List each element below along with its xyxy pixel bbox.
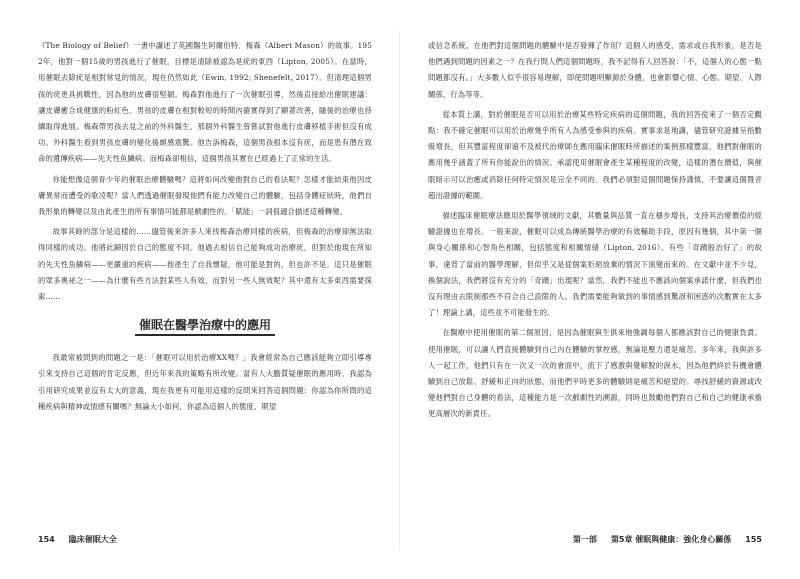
right-page bbox=[400, 0, 800, 579]
book-title: 臨床催眠大全 bbox=[68, 535, 117, 544]
paragraph: 你能想像這個青少年的催眠治療體驗嗎？這將如何改變他對自己的看法呢？怎樣才能結束他因皮膚異常而遭受的歌凌呢？當人們透過催眠發現他們有能力改變自己的體驗，包括身體症狀時，他們自我形象的轉變以及由此產生的所有事情可能都是戲劇性的。「賦能」一詞很適合描述這種轉變。 bbox=[38, 174, 372, 217]
paragraph: 我最常被問到的問題之一是：「催眠可以用於治療XX嗎？」我會經常為自己應該能夠立即引導專引來支持自己這個的肯定反應，但近年來我的策略有所改變。當有人大膽質疑催眠的應用時，我認為引用研究成果並沒有太大的意義，現在我更有可能用這樣的反問來回答這個問題：你認為你所問的這種疾病與精神或情感有關嗎？無論大小如何，你認為這個人的態度、期望 bbox=[38, 353, 372, 411]
page-number: 155 bbox=[745, 535, 762, 544]
section-heading-text: 催眠在醫學治療中的應用 bbox=[135, 317, 275, 336]
paragraph: 故事其餘的部分是這樣的……儘管後來許多人來找梅森治療同樣的疾病，但梅森的治療卻無法取得同樣的成功。他將此歸因於自己的態度不同。他過去相信自己能夠成功治療疣，但對於他現在所知的先天性魚鱗病——更嚴重的疾病——他產生了自我懷疑，他可能是對的，但也許不是。這只是催眠的眾多奧祕之一——為什麼有些方法對某些人有效，而對另一些人無效呢？其中還有太多東西需要探索…… bbox=[38, 227, 372, 302]
paragraph: （The Biology of Belief）一書中講述了英國醫生阿爾伯特．梅森（Albert Mason）的故事。1952年，他對一個15歲的男孩進行了催眠，目標是清除被認為是疣的東西（Lipton, 2005）。在當時，用催眠去除疣是相對常見的情況，現在仍然如此（Ewin, 1992; Shenefelt, 2017）。但清理這個男孩的疣更具挑戰性，因為他的皮膚很堅韌。梅森對他進行了一次催眠引導，然後直接給出催眠建議：讓皮膚癒合成健康的粉紅色。男孩的皮膚在相對較短的時間內確實得到了顯著改善，隨後的治療也持續取得進展。梅森帶男孩去見之前的外科醫生，那個外科醫生曾嘗試對他進行皮膚移植手術但沒有成功。外科醫生看到男孩皮膚的變化後頗感震驚。他告訴梅森，這個男孩根本沒有疣，而是患有潛在致命的遺傳疾病——先天性魚鱗病。而梅森卻相信，這個男孩其實在已經過上了正常的生活。 bbox=[38, 41, 372, 164]
paragraph: 描述臨床催眠療法應用於醫學領域的文獻，其數量與品質一直在穩步增長，支持其治療價值的經驗證據也在增長。一般來說，催眠可以成為傳統醫學治療的有效輔助手段，原因有幾個，其中第一個與身心關係和心智角色相關，包括態度和相關情緒（Lipton, 2016）。有些「奇蹟般治好了」的故事，違背了當前的醫學理解，但似乎又是從個案拒絕放棄的情況下演變而來的。在文獻中並不少見，換個說法，我們將沒有充分的「奇蹟」出現呢？當然，我們不能也不應該向個案承諾什麼，但我們也沒有理由去限制那些不符合自己設限的人。我們需要能夠做到的事情感到驚訝和困惑的次數實在太多了！理論上講，這些並不可能發生的。 bbox=[428, 211, 762, 318]
paragraph: 或信念系統，在他們對這個問題的體驗中是否發揮了作用？這個人的感受，需求或自我形象，是否是他們遇到問題的因素之一？在我行問人們這個問題時，我不記得有人回答說：「不，這個人的心態一點問題都沒有。」大多數人似乎很容易理解，即使問題明顯源於身體，也會影響心情、心態、期望、人際關係、行為等等。 bbox=[428, 41, 762, 99]
section-heading bbox=[38, 317, 372, 336]
right-footer bbox=[573, 534, 762, 545]
chapter-title: 第5章 催眠與健康：強化身心關係 bbox=[610, 535, 732, 544]
left-footer bbox=[38, 534, 117, 545]
paragraph: 在醫療中使用催眠的第二個原因，是因為催眠與生俱來地強調每個人都應該對自己的健康負責。使用催眠，可以讓人們直接體驗到自己內在體驗的掌控感，無論是壓力還是痛苦。多年來，我與許多人一起工作，他們只有在一次又一次的會面中，流下了感激與覺解脫的淚水，因為他們終於有機會體驗到自己放鬆、舒緩和正向的狀態，而他們平時更多的體驗則是痛苦和絕望的。尋找舒緩的資源或改變他們對自己身體的看法，這種能力是一次戲劇性的溯源，同時也鼓勵他們對自己和自己的健康承擔更高層次的新責任。 bbox=[428, 328, 762, 419]
part-label: 第一部 bbox=[572, 535, 597, 544]
page-number: 154 bbox=[38, 535, 55, 544]
paragraph: 從本質上講，對於催眠是否可以用於治療某些特定疾病的這個問題，我的回答從來了一個否定觀點：我不確定催眠可以用於治療幾乎所有人為感受參與的疾病。實事求是地講，儘管研究證據呈指數級增長，但其豐富程度卻遠不及被代治療師在應用臨床催眠時所描述的案例那樣豐富，他們對催眠的應用幾乎涵蓋了所有你能說出的情況。承認使用催眠會產生某種程度的改變，這樣的潛在價值，與催眠暗示可以治癒或消除任何特定情況是完全不同的。我們必須對這個問題保持謹慎，不要讓這個暨音超出證據的範圍。 bbox=[428, 109, 762, 200]
